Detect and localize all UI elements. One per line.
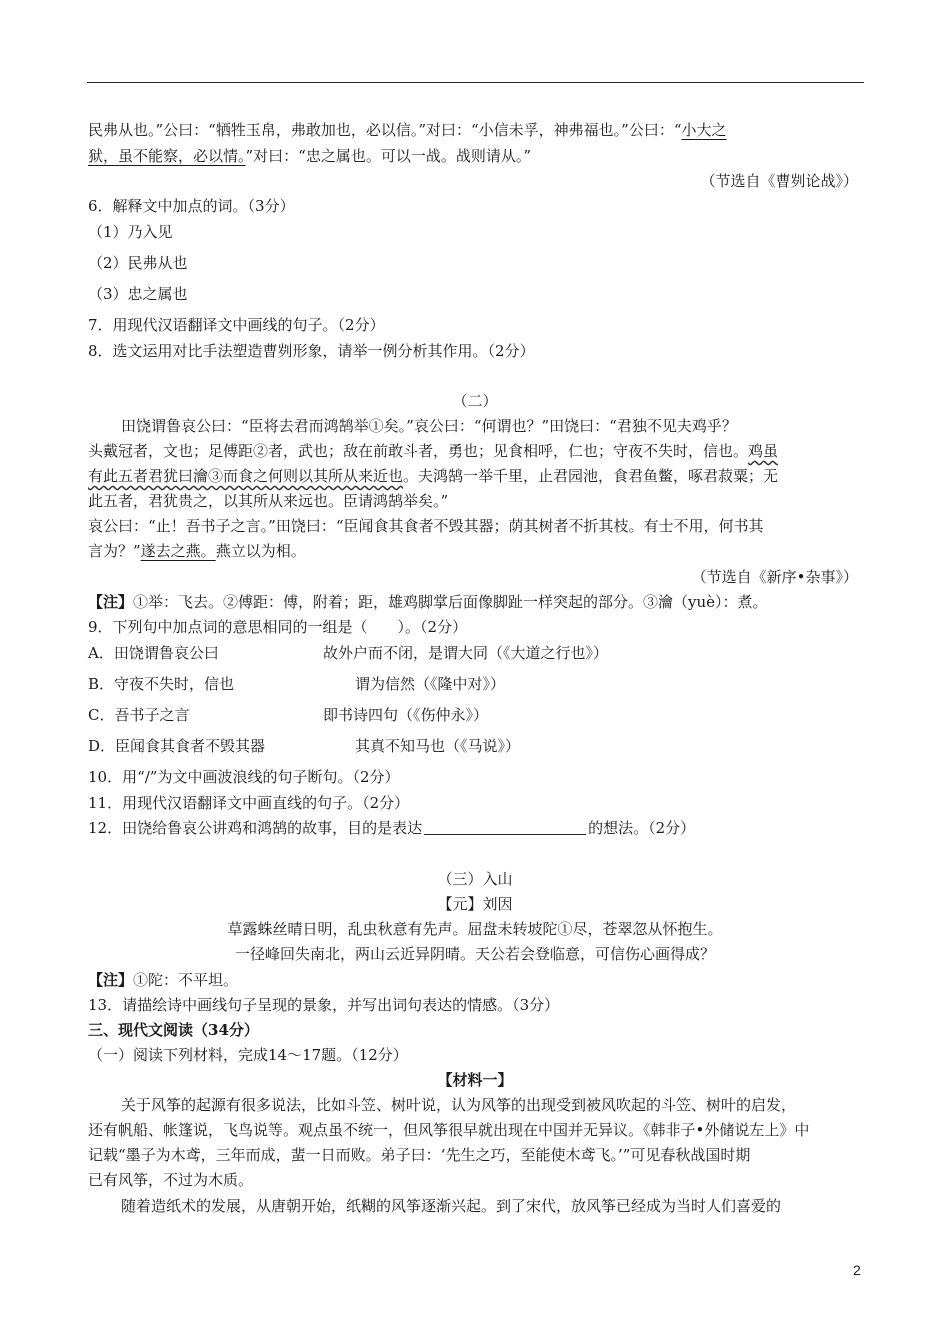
material-line: 还有帆船、帐篷说，飞鸟说等。观点虽不统一，但风筝很早就出现在中国并无异议。《韩非子•外储说左上》中 xyxy=(88,1121,810,1139)
question-7: 7．用现代汉语翻译文中画线的句子。（2分） xyxy=(88,316,385,334)
question-8: 8．选文运用对比手法塑造曹刿形象，请举一例分析其作用。（2分） xyxy=(88,342,535,360)
question-6-item: （1）乃入见 xyxy=(88,223,173,241)
part-instruction: （一）阅读下列材料，完成14～17题。（12分） xyxy=(88,1046,408,1064)
material-heading: 【材料一】 xyxy=(437,1071,513,1089)
question-6-item: （2）民弗从也 xyxy=(88,254,188,272)
material-line: 关于风筝的起源有很多说法，比如斗笠、树叶说，认为风筝的出现受到被风吹起的斗笠、树叶的启发， xyxy=(121,1096,797,1114)
passage2-line: 田饶谓鲁哀公曰：“臣将去君而鸿鹄举①矣。”哀公曰：“何谓也？”田饶曰：“君独不见夫鸡乎？ xyxy=(121,417,737,435)
question-12: 12．田饶给鲁哀公讲鸡和鸿鹄的故事，目的是表达 的想法。（2分） xyxy=(88,819,696,837)
passage2-line: 有此五者君犹曰瀹③而食之何则以其所从来近也。夫鸿鹄一举千里，止君园池，食君鱼鳖，啄君菽粟；无 xyxy=(88,467,779,485)
material-line: 记载“墨子为木鸢，三年而成，蜚一日而败。弟子曰：‘先生之巧，至能使木鸢飞。’”可见春秋战国时期 xyxy=(88,1146,751,1164)
question-9-option-b: B．守夜不失时，信也 谓为信然（《隆中对》） xyxy=(88,675,506,693)
passage1-source: （节选自《曹刿论战》） xyxy=(700,172,858,190)
question-11: 11．用现代汉语翻译文中画直线的句子。（2分） xyxy=(88,794,410,812)
passage2-line: 头戴冠者，文也；足傅距②者，武也；敌在前敢斗者，勇也；见食相呼，仁也；守夜不失时，信也。鸡虽 xyxy=(88,442,779,460)
passage1-line: 民弗从也。”公曰：“牺牲玉帛，弗敢加也，必以信。”对曰：“小信未孚，神弗福也。”公曰：“小大之 xyxy=(88,121,727,139)
passage2-note: 【注】①举：飞去。②傅距：傅，附着；距，雄鸡脚掌后面像脚趾一样突起的部分。③瀹（yuè）：煮。 xyxy=(88,593,768,611)
poem-note: 【注】①陀：不平坦。 xyxy=(88,971,239,989)
material-line: 随着造纸术的发展，从唐朝开始，纸糊的风筝逐渐兴起。到了宋代，放风筝已经成为当时人们喜爱的 xyxy=(121,1197,782,1215)
passage2-line: 言为？”遂去之燕。燕立以为相。 xyxy=(88,542,306,560)
question-9-option-a: A．田饶谓鲁哀公曰 故外户而不闭，是谓大同（《大道之行也》） xyxy=(88,644,609,662)
poem-author: 【元】刘因 xyxy=(437,895,513,913)
passage1-line: 狱，虽不能察，必以情。”对曰：“忠之属也。可以一战。战则请从。” xyxy=(88,147,532,165)
question-10: 10．用“/”为文中画波浪线的句子断句。（2分） xyxy=(88,768,400,786)
question-6-item: （3）忠之属也 xyxy=(88,285,188,303)
material-line: 已有风筝，不过为木质。 xyxy=(88,1171,254,1189)
question-9-option-d: D．臣闻食其食者不毁其器 其真不知马也（《马说》） xyxy=(88,737,521,755)
answer-blank[interactable] xyxy=(424,819,586,835)
poem-title: （三）入山 xyxy=(437,870,513,888)
question-9-option-c: C．吾书子之言 即书诗四句（《伤仲永》） xyxy=(88,706,489,724)
question-6: 6．解释文中加点的词。（3分） xyxy=(88,197,295,215)
question-9: 9．下列句中加点词的意思相同的一组是（ ）。（2分） xyxy=(88,618,468,636)
poem-line: 草露蛛丝晴日明，乱虫秋意有先声。屈盘未转坡陀①尽，苍翠忽从怀抱生。 xyxy=(227,920,723,938)
passage2-heading: （二） xyxy=(452,392,498,410)
page-number: 2 xyxy=(853,1262,861,1278)
header-rule xyxy=(87,82,864,83)
passage2-line: 哀公曰：“止！吾书子之言。”田饶曰：“臣闻食其食者不毁其器；荫其树者不折其枝。有士不用，何书其 xyxy=(88,517,764,535)
question-13: 13．请描绘诗中画线句子呈现的景象，并写出词句表达的情感。（3分） xyxy=(88,996,560,1014)
passage2-line: 此五者，君犹贵之，以其所从来远也。臣请鸿鹄举矣。” xyxy=(88,492,449,510)
section-heading: 三、现代文阅读（34分） xyxy=(88,1021,259,1039)
poem-line: 一径峰回失南北，两山云近异阴晴。天公若会登临意，可信伤心画得成？ xyxy=(234,945,715,963)
passage2-source: （节选自《新序•杂事》） xyxy=(691,568,858,586)
